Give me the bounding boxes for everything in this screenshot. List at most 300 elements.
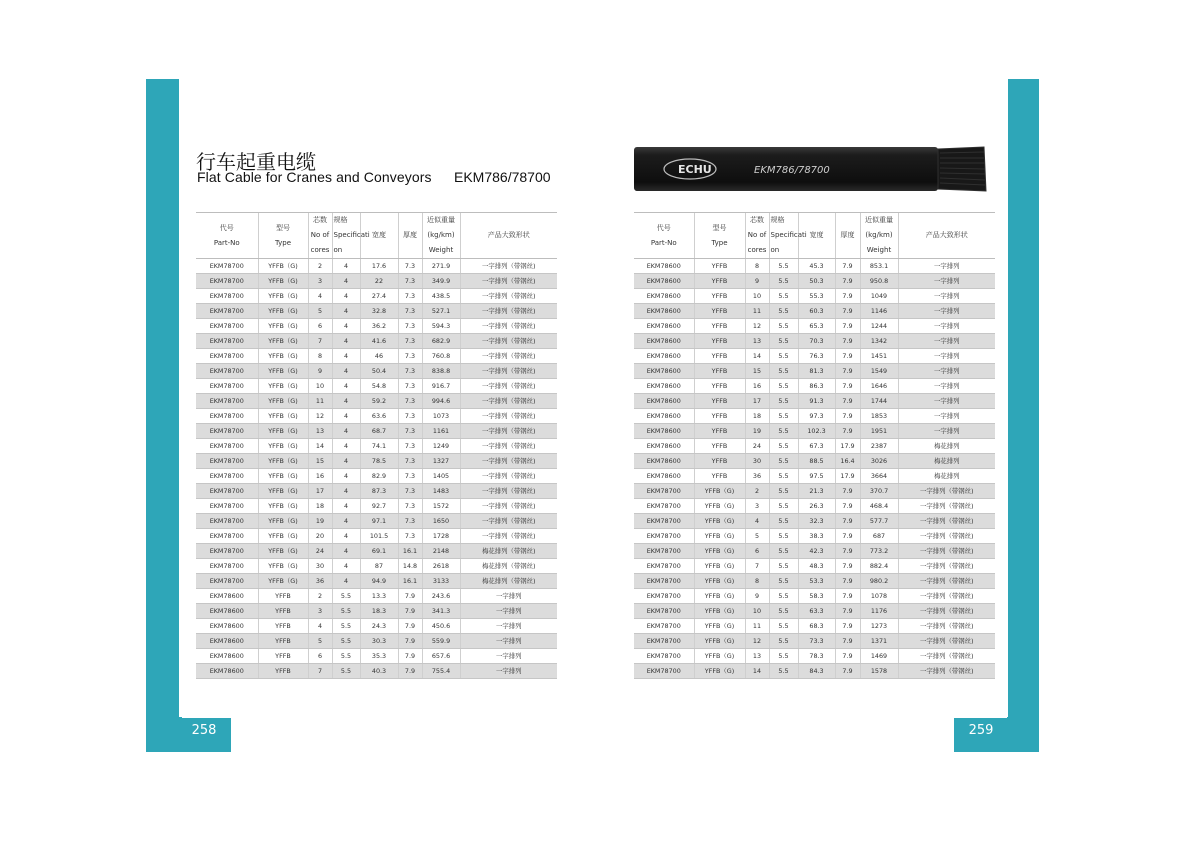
table-cell: 7.9 xyxy=(398,589,422,604)
table-cell: 4 xyxy=(332,484,360,499)
table-cell: YFFB xyxy=(694,364,745,379)
table-cell: 16 xyxy=(308,469,332,484)
table-row xyxy=(634,514,995,529)
table-cell: 7.3 xyxy=(398,364,422,379)
table-cell: 86.3 xyxy=(798,379,835,394)
table-cell: 5.5 xyxy=(769,304,798,319)
table-cell: 8 xyxy=(745,574,769,589)
table-cell: 5.5 xyxy=(769,574,798,589)
table-cell: YFFB（G) xyxy=(258,394,308,409)
table-row xyxy=(634,619,995,634)
table-cell: 853.1 xyxy=(860,259,898,274)
table-row xyxy=(634,439,995,454)
table-cell: EKM78600 xyxy=(634,319,694,334)
table-cell: 50.3 xyxy=(798,274,835,289)
table-row xyxy=(196,424,557,439)
table-cell: YFFB xyxy=(258,589,308,604)
column-header xyxy=(898,213,995,259)
table-cell: EKM78600 xyxy=(634,364,694,379)
table-cell: 78.5 xyxy=(360,454,398,469)
table-cell: 3 xyxy=(308,604,332,619)
column-header-line: Type xyxy=(274,238,292,247)
table-cell: EKM78600 xyxy=(634,304,694,319)
column-header-line: 产品大致形状 xyxy=(487,231,530,239)
table-cell: 一字排列（带钢丝) xyxy=(898,484,995,499)
table-cell: 84.3 xyxy=(798,664,835,679)
table-cell: YFFB xyxy=(258,619,308,634)
table-cell: 682.9 xyxy=(422,334,460,349)
table-row xyxy=(634,424,995,439)
column-header-line: Specificati xyxy=(770,231,807,239)
table-cell: YFFB（G) xyxy=(694,604,745,619)
table-cell: 16.1 xyxy=(398,544,422,559)
page-number-right: 259 xyxy=(968,723,994,738)
table-cell: 4 xyxy=(332,334,360,349)
table-cell: 1650 xyxy=(422,514,460,529)
table-cell: YFFB xyxy=(694,289,745,304)
table-row xyxy=(634,664,995,679)
table-cell: YFFB xyxy=(694,439,745,454)
table-cell: 14 xyxy=(308,439,332,454)
column-header xyxy=(769,213,807,259)
column-header xyxy=(308,213,332,259)
table-cell: 7.9 xyxy=(835,574,860,589)
table-cell: 9 xyxy=(745,274,769,289)
table-cell: 6 xyxy=(308,649,332,664)
table-cell: 7.3 xyxy=(398,469,422,484)
table-cell: YFFB xyxy=(258,634,308,649)
table-row xyxy=(634,604,995,619)
table-cell: YFFB xyxy=(258,664,308,679)
table-cell: 16.4 xyxy=(835,454,860,469)
table-cell: 5.5 xyxy=(332,664,360,679)
table-row xyxy=(196,529,557,544)
table-cell: 22 xyxy=(360,274,398,289)
table-cell: EKM78700 xyxy=(196,364,258,379)
table-cell: 760.8 xyxy=(422,349,460,364)
table-cell: 一字排列 xyxy=(460,664,557,679)
table-cell: 67.3 xyxy=(798,439,835,454)
table-cell: 32.8 xyxy=(360,304,398,319)
table-cell: 950.8 xyxy=(860,274,898,289)
table-cell: 8 xyxy=(308,349,332,364)
table-cell: 7.9 xyxy=(398,664,422,679)
table-cell: 19 xyxy=(745,424,769,439)
table-cell: 97.1 xyxy=(360,514,398,529)
table-cell: 一字排列（带钢丝) xyxy=(460,454,557,469)
table-cell: 7.9 xyxy=(398,604,422,619)
table-cell: EKM78700 xyxy=(196,379,258,394)
table-cell: 5.5 xyxy=(769,439,798,454)
table-cell: 7.9 xyxy=(398,619,422,634)
table-cell: 一字排列 xyxy=(898,259,995,274)
column-header-line: 厚度 xyxy=(403,231,417,239)
table-cell: 70.3 xyxy=(798,334,835,349)
column-header-line: cores xyxy=(747,246,767,254)
table-cell: 一字排列（带钢丝) xyxy=(898,649,995,664)
table-cell: 7.9 xyxy=(835,559,860,574)
table-cell: 7.9 xyxy=(835,349,860,364)
table-cell: 73.3 xyxy=(798,634,835,649)
table-cell: 梅花排列（带钢丝) xyxy=(460,544,557,559)
table-row xyxy=(634,454,995,469)
table-cell: 27.4 xyxy=(360,289,398,304)
table-cell: 7.9 xyxy=(835,499,860,514)
column-header-line: 宽度 xyxy=(809,231,824,239)
table-cell: 一字排列（带钢丝) xyxy=(898,664,995,679)
table-cell: 4 xyxy=(332,349,360,364)
table-row xyxy=(634,349,995,364)
table-cell: 4 xyxy=(332,574,360,589)
table-cell: EKM78700 xyxy=(196,499,258,514)
title-chinese: 行车起重电缆 xyxy=(196,150,316,174)
table-cell: 一字排列（带钢丝) xyxy=(460,499,557,514)
table-cell: 36 xyxy=(308,574,332,589)
table-cell: 7.3 xyxy=(398,259,422,274)
table-row xyxy=(634,529,995,544)
table-row xyxy=(196,304,557,319)
table-row xyxy=(634,544,995,559)
table-cell: 370.7 xyxy=(860,484,898,499)
table-cell: 4 xyxy=(332,379,360,394)
flat-cable-product-image xyxy=(634,143,988,195)
table-cell: YFFB（G) xyxy=(258,574,308,589)
table-cell: 一字排列（带钢丝) xyxy=(460,289,557,304)
table-cell: 5.5 xyxy=(769,484,798,499)
table-row xyxy=(634,259,995,274)
table-cell: 一字排列 xyxy=(898,274,995,289)
table-cell: 5.5 xyxy=(769,334,798,349)
table-cell: 一字排列（带钢丝) xyxy=(898,499,995,514)
table-cell: EKM78700 xyxy=(634,574,694,589)
table-cell: 梅花排列 xyxy=(898,454,995,469)
table-cell: 7 xyxy=(745,559,769,574)
table-cell: 4 xyxy=(332,514,360,529)
table-cell: 7.9 xyxy=(835,319,860,334)
table-cell: 1578 xyxy=(860,664,898,679)
table-cell: 一字排列 xyxy=(460,604,557,619)
table-cell: 16 xyxy=(745,379,769,394)
table-cell: YFFB xyxy=(694,379,745,394)
table-cell: EKM78600 xyxy=(196,649,258,664)
table-cell: 1249 xyxy=(422,439,460,454)
table-row xyxy=(634,304,995,319)
column-header xyxy=(258,213,308,259)
table-cell: YFFB xyxy=(694,274,745,289)
table-cell: 6 xyxy=(308,319,332,334)
table-cell: EKM78700 xyxy=(196,304,258,319)
table-cell: 341.3 xyxy=(422,604,460,619)
table-cell: 梅花排列（带钢丝) xyxy=(460,574,557,589)
table-cell: 4 xyxy=(332,259,360,274)
table-cell: 7.3 xyxy=(398,424,422,439)
table-cell: YFFB xyxy=(694,469,745,484)
right-page-accent-bar xyxy=(1007,79,1039,752)
table-cell: 7.9 xyxy=(835,424,860,439)
table-cell: EKM78700 xyxy=(196,349,258,364)
table-cell: 一字排列（带钢丝) xyxy=(460,349,557,364)
table-cell: 7 xyxy=(308,334,332,349)
table-cell: 14 xyxy=(745,664,769,679)
table-cell: EKM78700 xyxy=(634,484,694,499)
table-cell: 4 xyxy=(332,439,360,454)
table-cell: YFFB（G) xyxy=(258,544,308,559)
table-cell: 577.7 xyxy=(860,514,898,529)
table-row xyxy=(196,409,557,424)
table-cell: 7.9 xyxy=(835,289,860,304)
column-header xyxy=(196,213,258,259)
table-cell: 5.5 xyxy=(769,349,798,364)
table-cell: 一字排列（带钢丝) xyxy=(460,394,557,409)
table-row xyxy=(634,274,995,289)
table-cell: 18.3 xyxy=(360,604,398,619)
table-cell: 5.5 xyxy=(769,559,798,574)
table-cell: EKM78700 xyxy=(196,424,258,439)
table-cell: 3 xyxy=(745,499,769,514)
table-cell: 68.7 xyxy=(360,424,398,439)
table-cell: 42.3 xyxy=(798,544,835,559)
table-row xyxy=(196,589,557,604)
table-cell: YFFB（G) xyxy=(258,349,308,364)
table-row xyxy=(634,334,995,349)
table-cell: 4 xyxy=(332,454,360,469)
table-cell: 7.3 xyxy=(398,274,422,289)
table-cell: YFFB（G) xyxy=(258,364,308,379)
table-cell: YFFB xyxy=(694,394,745,409)
table-cell: YFFB（G) xyxy=(694,574,745,589)
table-cell: 一字排列 xyxy=(898,409,995,424)
table-cell: YFFB（G) xyxy=(258,304,308,319)
table-cell: 92.7 xyxy=(360,499,398,514)
table-cell: EKM78700 xyxy=(196,259,258,274)
table-cell: 4 xyxy=(332,559,360,574)
table-cell: 36 xyxy=(745,469,769,484)
table-cell: YFFB（G) xyxy=(258,529,308,544)
table-row xyxy=(196,259,557,274)
table-cell: 58.3 xyxy=(798,589,835,604)
table-cell: 5.5 xyxy=(769,589,798,604)
table-cell: 271.9 xyxy=(422,259,460,274)
table-cell: YFFB（G) xyxy=(694,484,745,499)
table-cell: 一字排列（带钢丝) xyxy=(460,379,557,394)
column-header-line: Type xyxy=(711,238,728,247)
table-cell: EKM78700 xyxy=(196,409,258,424)
table-cell: 21.3 xyxy=(798,484,835,499)
column-header-line: 近似重量 xyxy=(865,216,893,224)
table-cell: 46 xyxy=(360,349,398,364)
svg-text:ECHU: ECHU xyxy=(678,163,712,176)
table-cell: 20 xyxy=(308,529,332,544)
spec-table-right xyxy=(634,212,995,679)
column-header-line: 型号 xyxy=(276,223,290,232)
table-cell: 2148 xyxy=(422,544,460,559)
table-cell: 一字排列（带钢丝) xyxy=(898,634,995,649)
table-cell: 882.4 xyxy=(860,559,898,574)
table-cell: 7.3 xyxy=(398,319,422,334)
table-cell: YFFB（G) xyxy=(258,409,308,424)
table-cell: YFFB（G) xyxy=(694,649,745,664)
table-cell: 一字排列（带钢丝) xyxy=(460,364,557,379)
table-cell: 349.9 xyxy=(422,274,460,289)
table-cell: 4 xyxy=(332,469,360,484)
column-header-line: No of xyxy=(310,231,330,239)
table-cell: 559.9 xyxy=(422,634,460,649)
table-cell: 1244 xyxy=(860,319,898,334)
table-cell: 10 xyxy=(308,379,332,394)
table-cell: 7.3 xyxy=(398,394,422,409)
table-cell: YFFB（G) xyxy=(694,499,745,514)
table-cell: 15 xyxy=(308,454,332,469)
table-cell: 838.8 xyxy=(422,364,460,379)
column-header-line: Part-No xyxy=(650,238,677,247)
table-cell: 7.9 xyxy=(835,394,860,409)
table-cell: 4 xyxy=(332,394,360,409)
table-cell: 7 xyxy=(308,664,332,679)
table-cell: 5.5 xyxy=(769,319,798,334)
table-cell: EKM78700 xyxy=(196,574,258,589)
table-cell: 5.5 xyxy=(332,649,360,664)
table-cell: 7.9 xyxy=(835,304,860,319)
table-cell: 梅花排列 xyxy=(898,469,995,484)
table-cell: 1371 xyxy=(860,634,898,649)
table-cell: 7.9 xyxy=(835,379,860,394)
table-cell: 7.3 xyxy=(398,439,422,454)
table-cell: 6 xyxy=(745,544,769,559)
table-cell: EKM78700 xyxy=(634,499,694,514)
table-cell: 54.8 xyxy=(360,379,398,394)
table-row xyxy=(196,664,557,679)
table-row xyxy=(634,484,995,499)
table-cell: 438.5 xyxy=(422,289,460,304)
table-cell: YFFB（G) xyxy=(694,544,745,559)
table-cell: 87 xyxy=(360,559,398,574)
table-cell: 一字排列（带钢丝) xyxy=(460,274,557,289)
table-cell: 60.3 xyxy=(798,304,835,319)
table-cell: EKM78700 xyxy=(634,664,694,679)
column-header xyxy=(460,213,557,259)
column-header-line: 规格 xyxy=(333,216,348,224)
table-cell: 1078 xyxy=(860,589,898,604)
table-cell: EKM78700 xyxy=(634,589,694,604)
table-cell: 74.1 xyxy=(360,439,398,454)
table-cell: 1483 xyxy=(422,484,460,499)
table-cell: 11 xyxy=(745,619,769,634)
table-cell: 7.9 xyxy=(835,664,860,679)
table-cell: 24 xyxy=(308,544,332,559)
table-cell: 1951 xyxy=(860,424,898,439)
table-cell: 243.6 xyxy=(422,589,460,604)
table-cell: 65.3 xyxy=(798,319,835,334)
table-cell: 7.9 xyxy=(835,649,860,664)
table-row xyxy=(196,349,557,364)
table-cell: 1161 xyxy=(422,424,460,439)
table-row xyxy=(634,589,995,604)
table-cell: 69.1 xyxy=(360,544,398,559)
title-english: Flat Cable for Cranes and Conveyors xyxy=(197,169,432,185)
table-cell: 7.3 xyxy=(398,484,422,499)
table-row xyxy=(196,364,557,379)
table-cell: 2618 xyxy=(422,559,460,574)
column-header-line: on xyxy=(770,246,780,254)
column-header xyxy=(398,213,422,259)
table-cell: 7.9 xyxy=(835,484,860,499)
left-page-accent-bar xyxy=(146,79,182,752)
table-cell: 13 xyxy=(308,424,332,439)
table-cell: 1572 xyxy=(422,499,460,514)
table-cell: YFFB（G) xyxy=(258,259,308,274)
table-cell: 45.3 xyxy=(798,259,835,274)
table-header-row xyxy=(634,213,995,259)
table-cell: EKM78600 xyxy=(196,664,258,679)
table-cell: YFFB（G) xyxy=(694,514,745,529)
table-cell: EKM78700 xyxy=(196,334,258,349)
table-cell: 5.5 xyxy=(769,259,798,274)
table-row xyxy=(634,574,995,589)
table-cell: EKM78600 xyxy=(634,259,694,274)
table-row xyxy=(634,394,995,409)
table-cell: 1451 xyxy=(860,349,898,364)
table-cell: 17.9 xyxy=(835,439,860,454)
table-cell: 一字排列（带钢丝) xyxy=(460,334,557,349)
table-cell: 5.5 xyxy=(769,469,798,484)
table-cell: 97.5 xyxy=(798,469,835,484)
table-cell: 527.1 xyxy=(422,304,460,319)
table-cell: 一字排列（带钢丝) xyxy=(460,409,557,424)
column-header-line: 规格 xyxy=(770,216,785,224)
table-cell: 9 xyxy=(308,364,332,379)
table-cell: 101.5 xyxy=(360,529,398,544)
table-cell: 32.3 xyxy=(798,514,835,529)
table-cell: YFFB（G) xyxy=(258,439,308,454)
table-cell: 41.6 xyxy=(360,334,398,349)
table-cell: 12 xyxy=(308,409,332,424)
table-cell: 一字排列（带钢丝) xyxy=(460,304,557,319)
table-cell: 一字排列（带钢丝) xyxy=(460,484,557,499)
table-row xyxy=(196,394,557,409)
table-cell: YFFB xyxy=(694,424,745,439)
column-header xyxy=(694,213,745,259)
table-cell: EKM78600 xyxy=(634,469,694,484)
table-cell: EKM78600 xyxy=(634,334,694,349)
table-cell: 7.3 xyxy=(398,529,422,544)
table-cell: 5.5 xyxy=(769,664,798,679)
table-cell: 773.2 xyxy=(860,544,898,559)
table-cell: EKM78700 xyxy=(196,289,258,304)
table-cell: 994.6 xyxy=(422,394,460,409)
table-row xyxy=(634,289,995,304)
column-header-line: 产品大致形状 xyxy=(925,231,968,239)
table-cell: 1146 xyxy=(860,304,898,319)
table-cell: 一字排列（带钢丝) xyxy=(460,469,557,484)
column-header-line: 代号 xyxy=(219,223,234,232)
table-cell: 4 xyxy=(308,619,332,634)
table-cell: 68.3 xyxy=(798,619,835,634)
table-cell: 一字排列（带钢丝) xyxy=(898,604,995,619)
column-header xyxy=(860,213,898,259)
table-cell: 7.9 xyxy=(835,544,860,559)
table-cell: 一字排列 xyxy=(898,349,995,364)
cable-model-label: EKM786/78700 xyxy=(754,165,830,176)
table-cell: 5.5 xyxy=(769,289,798,304)
column-header-line: Weight xyxy=(428,246,454,254)
table-cell: 916.7 xyxy=(422,379,460,394)
table-cell: YFFB（G) xyxy=(258,319,308,334)
table-cell: 4 xyxy=(332,424,360,439)
table-cell: YFFB（G) xyxy=(258,289,308,304)
table-cell: YFFB（G) xyxy=(258,484,308,499)
table-cell: 7.9 xyxy=(835,604,860,619)
table-cell: EKM78600 xyxy=(634,454,694,469)
